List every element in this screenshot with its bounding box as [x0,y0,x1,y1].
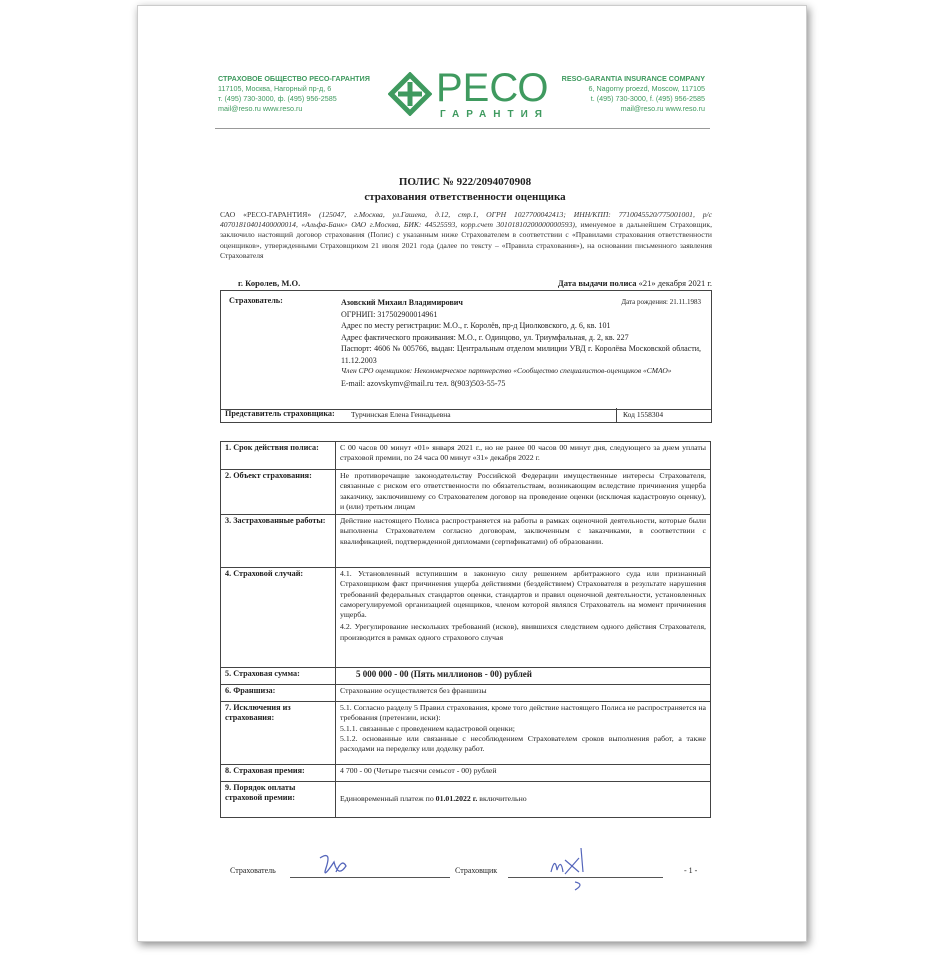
header-left [218,74,370,114]
page-number: - 1 - [684,866,698,875]
table-row: 9. Порядок оплаты страховой премии: Единовременный платеж по 01.01.2022 г. включительно [221,782,711,818]
table-row: 8. Страховая премия: 4 700 - 00 (Четыре тысячи семьсот - 00) рублей [221,765,711,782]
insured-name: Азовский Михаил Владимирович [341,298,463,307]
address-en: 6, Nagorny proezd, Moscow, 117105 [588,84,705,93]
city: г. Королев, М.О. [238,278,301,288]
phone-en: t. (495) 730-3000, f. (495) 956-2585 [590,94,705,103]
address-ru: 117105, Москва, Нагорный пр-д, 6 [218,84,332,93]
insurer-signature [545,842,595,892]
header-right [500,74,705,114]
phone-ru: т. (495) 730-3000, ф. (495) 956-2585 [218,94,337,103]
table-row: 3. Застрахованные работы: Действие настоящего Полиса распространяется на работы в рамках оценочной деятельности, которые были выполнены Страхователем согласно договорам, заключенным с заказчиками, в соответствии с квалификацией, подтвержденной дипломами (сертификатами) об образовании. [221,515,711,568]
issue-date: Дата выдачи полиса «21» декабря 2021 г. [557,278,712,288]
intro-paragraph: САО «РЕСО-ГАРАНТИЯ» (125047, г.Москва, ул.Гашека, д.12, стр.1, ОГРН 1027700042413; ИНН/КПП: 7710045520/775001001, р/с 40701810401400000014, «Альфа-Банк» ОАО г.Москва, БИК: 44525593, корр.счет 30101810200000000593), именуемое в дальнейшем Страховщик, заключило настоящий договор страхования (Полис) с указанным ниже Страхователем в соответствии с «Правилами страхования ответственности оценщиков», утвержденными Страховщиком 21 июля 2021 года (далее по тексту – «Правила страхования»), на основании письменного заявления Страхователя [220,210,713,260]
reso-logo: РЕСО ГАРАНТИЯ [388,66,548,128]
table-row: 1. Срок действия полиса: С 00 часов 00 минут «01» января 2021 г., но не ранее 00 часов 00 минут дня, следующего за днем уплаты страховой премии, по 24 часа 00 минут «31» декабря 2022 г. [221,442,711,470]
insured-signature [312,848,352,888]
header-divider [215,128,710,129]
policy-subtitle: страхования ответственности оценщика [364,191,566,203]
insured-box: Страхователь: Азовский Михаил Владимирович Дата рождения: 21.11.1983 ОГРНИП: 317502900014961 Адрес по месту регистрации: М.О., г. Королёв, пр-д Циолковского, д. 6, кв. 101 Адрес фактического проживания: М.О., г. Одинцово, ул. Триумфальная, д. 2, кв. 227 Паспорт: 4606 № 005766, выдан: Центральным отделом милиции УВД г. Королёва Московской области, 11.12.2003 Член СРО оценщиков: Некоммерческое партнерство «Сообщество специалистов-оценщиков «СМАО» E-mail: azovskymv@mail.ru тел. 8(903)503-55-75 [220,290,712,410]
web-ru: mail@reso.ru www.reso.ru [218,104,303,113]
logo-emblem-icon [388,72,432,116]
insurer-signature-label: Страховщик [455,866,498,875]
table-row: 6. Франшиза: Страхование осуществляется без франшизы [221,685,711,702]
company-name-en: RESO-GARANTIA INSURANCE COMPANY [561,74,705,83]
insured-signature-label: Страхователь [230,866,276,875]
table-row: 4. Страховой случай: 4.1. Установленный вступившим в законную силу решением арбитражного суда или признанный Страховщиком факт причинения ущерба действиями (бездействием) Страхователя в результате нарушения требований федеральных стандартов оценки, стандартов и правил оценочной деятельности, установленных саморегулируемой организацией оценщиков, членом которой являлся Страхователь на момент причинения ущерба. 4.2. Урегулирование нескольких требований (исков), явившихся следствием одного действия Страхователя, производится в рамках одного страхового случая [221,568,711,668]
web-en: mail@reso.ru www.reso.ru [620,104,705,113]
contact: E-mail: azovskymv@mail.ru тел. 8(903)503-55-75 [341,379,506,388]
insurer-representative-row: Представитель страховщика: Турчинская Елена Геннадьевна Код 1558304 [220,408,712,423]
policy-title: ПОЛИС № 922/2094070908 страхования ответственности оценщика [215,175,715,205]
birth-date: Дата рождения: 21.11.1983 [621,298,701,306]
table-row: 2. Объект страхования: Не противоречащие законодательству Российской Федерации имущественные интересы Страхователя, связанные с риском его ответственности по обязательствам, возникающим вследствие причинения ущерба заказчику, заключившему со Страхователем договор на проведение оценки (исключая кадастровую оценку), и (или) третьим лицам [221,470,711,515]
table-row: 5. Страховая сумма: 5 000 000 - 00 (Пять миллионов - 00) рублей [221,668,711,685]
policy-terms-table [220,441,711,818]
company-name-ru: СТРАХОВОЕ ОБЩЕСТВО РЕСО-ГАРАНТИЯ [218,74,370,83]
table-row: 7. Исключения из страхования: 5.1. Согласно разделу 5 Правил страхования, кроме того действие настоящего Полиса не распространяется на требования (претензии, иски): 5.1.1. связанные с проведением кадастровой оценки; 5.1.2. основанные или связанные с несоблюдением Страхователем сроков выполнения работ, а также расходами на переделку или доделку работ. [221,702,711,765]
